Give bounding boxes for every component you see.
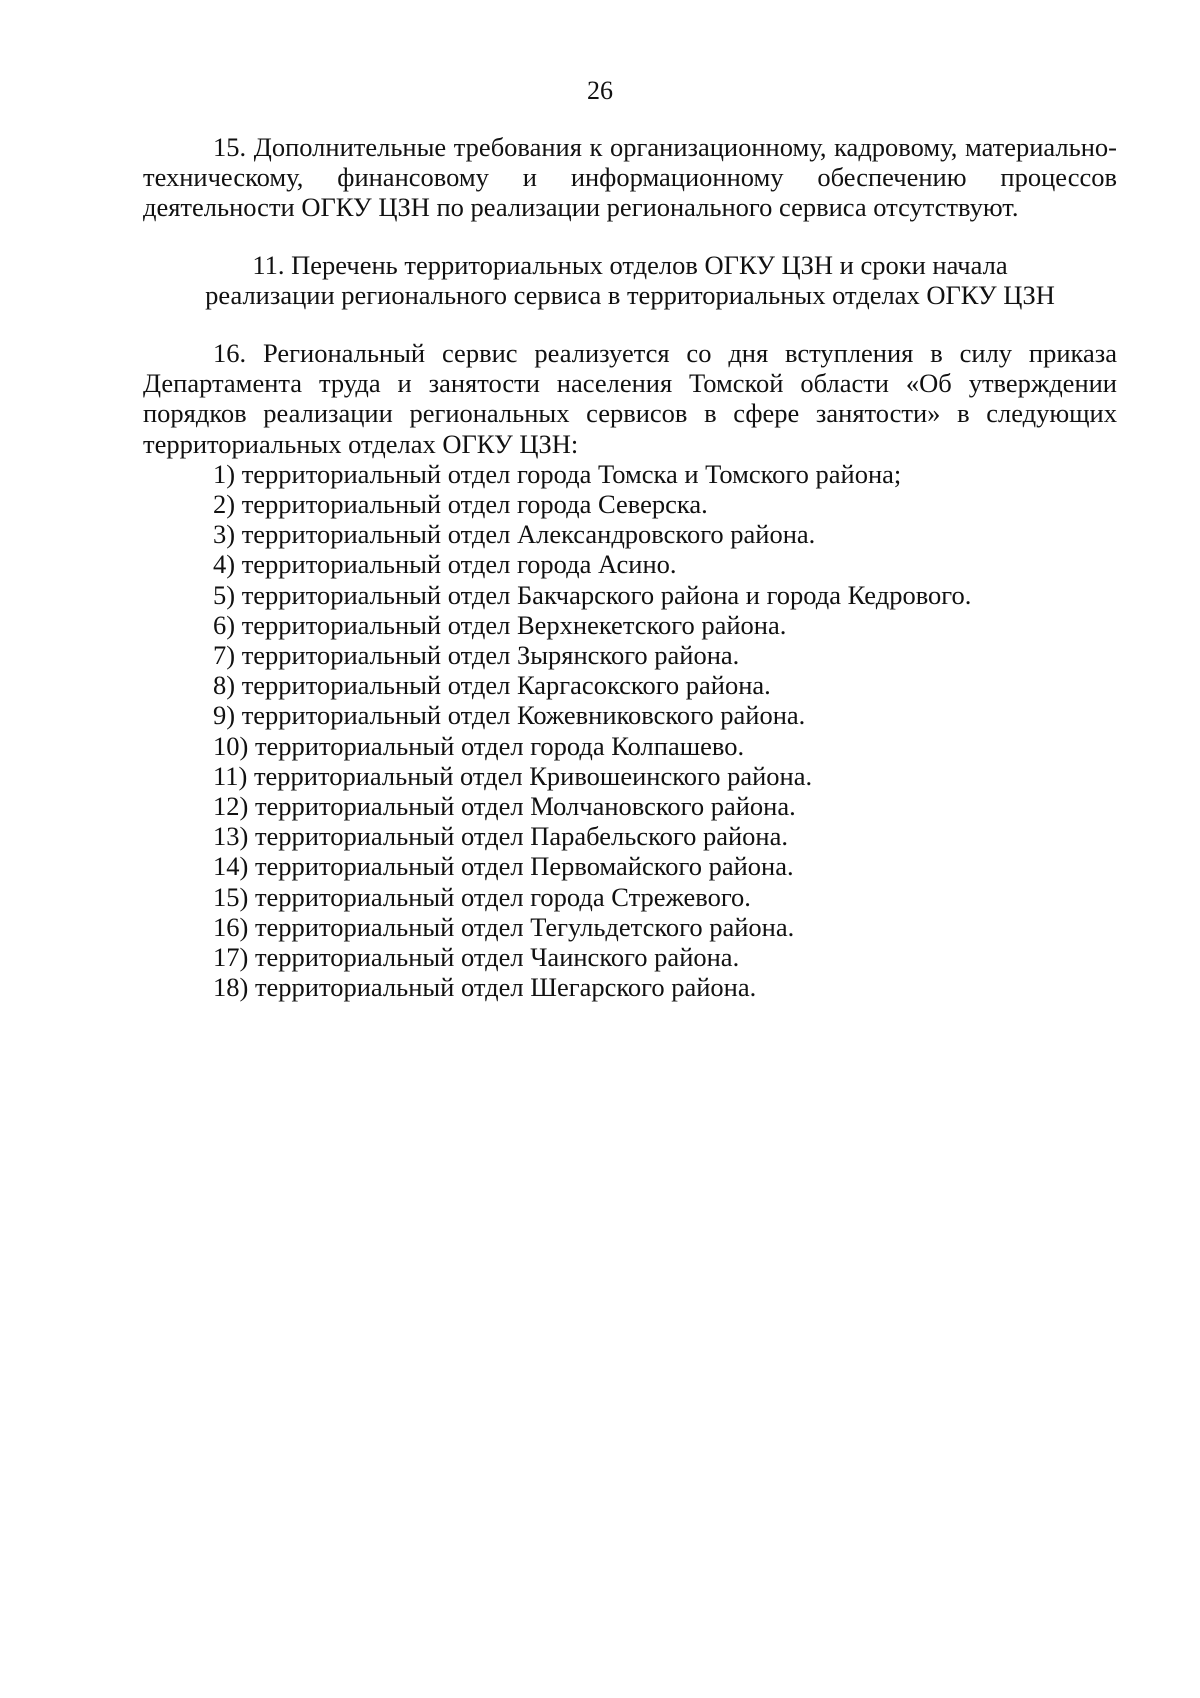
list-item: 15) территориальный отдел города Стрежевого.: [213, 881, 751, 912]
list-item: 6) территориальный отдел Верхнекетского района.: [213, 609, 787, 640]
list-item: 13) территориальный отдел Парабельского района.: [213, 821, 788, 852]
list-item: 14) территориальный отдел Первомайского района.: [213, 851, 794, 882]
document-body: [143, 132, 1117, 1002]
list-item: 10) территориальный отдел города Колпашево.: [213, 730, 745, 761]
list-item: 16) территориальный отдел Тегульдетского района.: [213, 911, 795, 942]
paragraph-15: 15. Дополнительные требования к организационному, кадровому, материально-техническому, финансовому и информационному обеспечению процессов деятельности ОГКУ ЦЗН по реализации регионального сервиса отсутствуют.: [143, 132, 1117, 223]
list-item: 5) территориальный отдел Бакчарского района и города Кедрового.: [213, 579, 972, 610]
list-item: 9) территориальный отдел Кожевниковского района.: [213, 700, 806, 731]
list-item: 11) территориальный отдел Кривошеинского района.: [213, 760, 813, 791]
list-item: 12) территориальный отдел Молчановского района.: [213, 791, 796, 822]
section-heading-line-2: реализации регионального сервиса в территориальных отделах ОГКУ ЦЗН: [205, 279, 1055, 310]
section-heading: [143, 250, 1117, 310]
list-item: 3) территориальный отдел Александровского района.: [213, 519, 816, 550]
list-item: 7) территориальный отдел Зырянского района.: [213, 640, 740, 671]
territorial-departments-list: [143, 459, 1117, 1003]
list-item: 2) территориальный отдел города Северска.: [213, 489, 708, 520]
list-item: 4) территориальный отдел города Асино.: [213, 549, 677, 580]
list-item: 17) территориальный отдел Чаинского района.: [213, 942, 740, 973]
list-item: 1) территориальный отдел города Томска и Томского района;: [213, 458, 902, 489]
section-heading-line-1: 11. Перечень территориальных отделов ОГКУ ЦЗН и сроки начала: [252, 249, 1008, 280]
paragraph-16: 16. Региональный сервис реализуется со дня вступления в силу приказа Департамента труда и занятости населения Томской области «Об утверждении порядков реализации региональных сервисов в сфере занятости» в следующих территориальных отделах ОГКУ ЦЗН:: [143, 338, 1117, 459]
list-item: 18) территориальный отдел Шегарского района.: [213, 972, 757, 1003]
list-item: 8) территориальный отдел Каргасокского района.: [213, 670, 771, 701]
page-number: 26: [587, 76, 613, 105]
